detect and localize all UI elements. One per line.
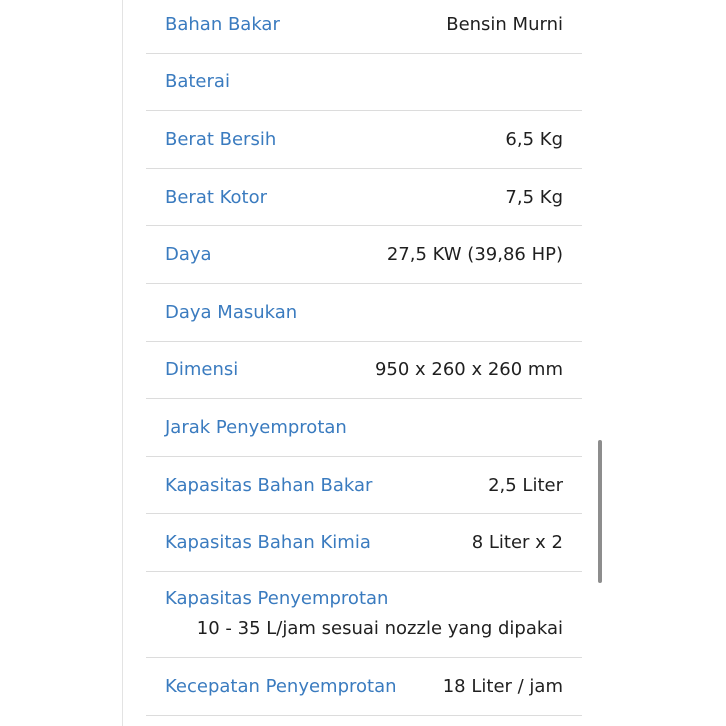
spec-value: 18 Liter / jam bbox=[442, 675, 563, 697]
spec-row-kapasitas-bahan-kimia bbox=[146, 514, 582, 572]
spec-label: Kapasitas Bahan Bakar bbox=[165, 474, 373, 496]
spec-value: 6,5 Kg bbox=[505, 128, 563, 150]
spec-label: Berat Bersih bbox=[165, 128, 277, 150]
spec-value: 2,5 Liter bbox=[488, 474, 563, 496]
spec-label: Berat Kotor bbox=[165, 186, 268, 208]
spec-row-jarak-penyemprotan bbox=[146, 399, 582, 457]
spec-row-daya bbox=[146, 226, 582, 284]
spec-value: 950 x 260 x 260 mm bbox=[374, 359, 563, 381]
spec-row-baterai bbox=[146, 54, 582, 112]
spec-value: 27,5 KW (39,86 HP) bbox=[386, 244, 563, 266]
spec-value: 8 Liter x 2 bbox=[471, 532, 563, 554]
spec-row-kapasitas-penyemprotan bbox=[146, 572, 582, 658]
spec-label: Daya bbox=[165, 244, 212, 266]
spec-value: Bensin Murni bbox=[446, 13, 563, 35]
content-left-border bbox=[122, 0, 123, 726]
spec-list bbox=[146, 0, 582, 716]
spec-label: Bahan Bakar bbox=[165, 13, 280, 35]
spec-row-kapasitas-bahan-bakar bbox=[146, 457, 582, 515]
spec-label: Daya Masukan bbox=[165, 301, 298, 323]
spec-row-kecepatan-penyemprotan bbox=[146, 658, 582, 716]
spec-value: 10 - 35 L/jam sesuai nozzle yang dipakai bbox=[196, 617, 563, 639]
spec-label: Kecepatan Penyemprotan bbox=[165, 675, 397, 697]
spec-row-dimensi bbox=[146, 342, 582, 400]
spec-label: Kapasitas Penyemprotan bbox=[165, 587, 389, 609]
spec-value: 7,5 Kg bbox=[505, 186, 563, 208]
spec-label: Jarak Penyemprotan bbox=[165, 416, 347, 438]
vertical-scrollbar[interactable] bbox=[598, 440, 602, 583]
spec-row-berat-bersih bbox=[146, 111, 582, 169]
spec-row-bahan-bakar bbox=[146, 0, 582, 54]
spec-label: Kapasitas Bahan Kimia bbox=[165, 532, 371, 554]
spec-row-berat-kotor bbox=[146, 169, 582, 227]
spec-row-daya-masukan bbox=[146, 284, 582, 342]
spec-label: Dimensi bbox=[165, 359, 239, 381]
spec-label: Baterai bbox=[165, 71, 230, 93]
